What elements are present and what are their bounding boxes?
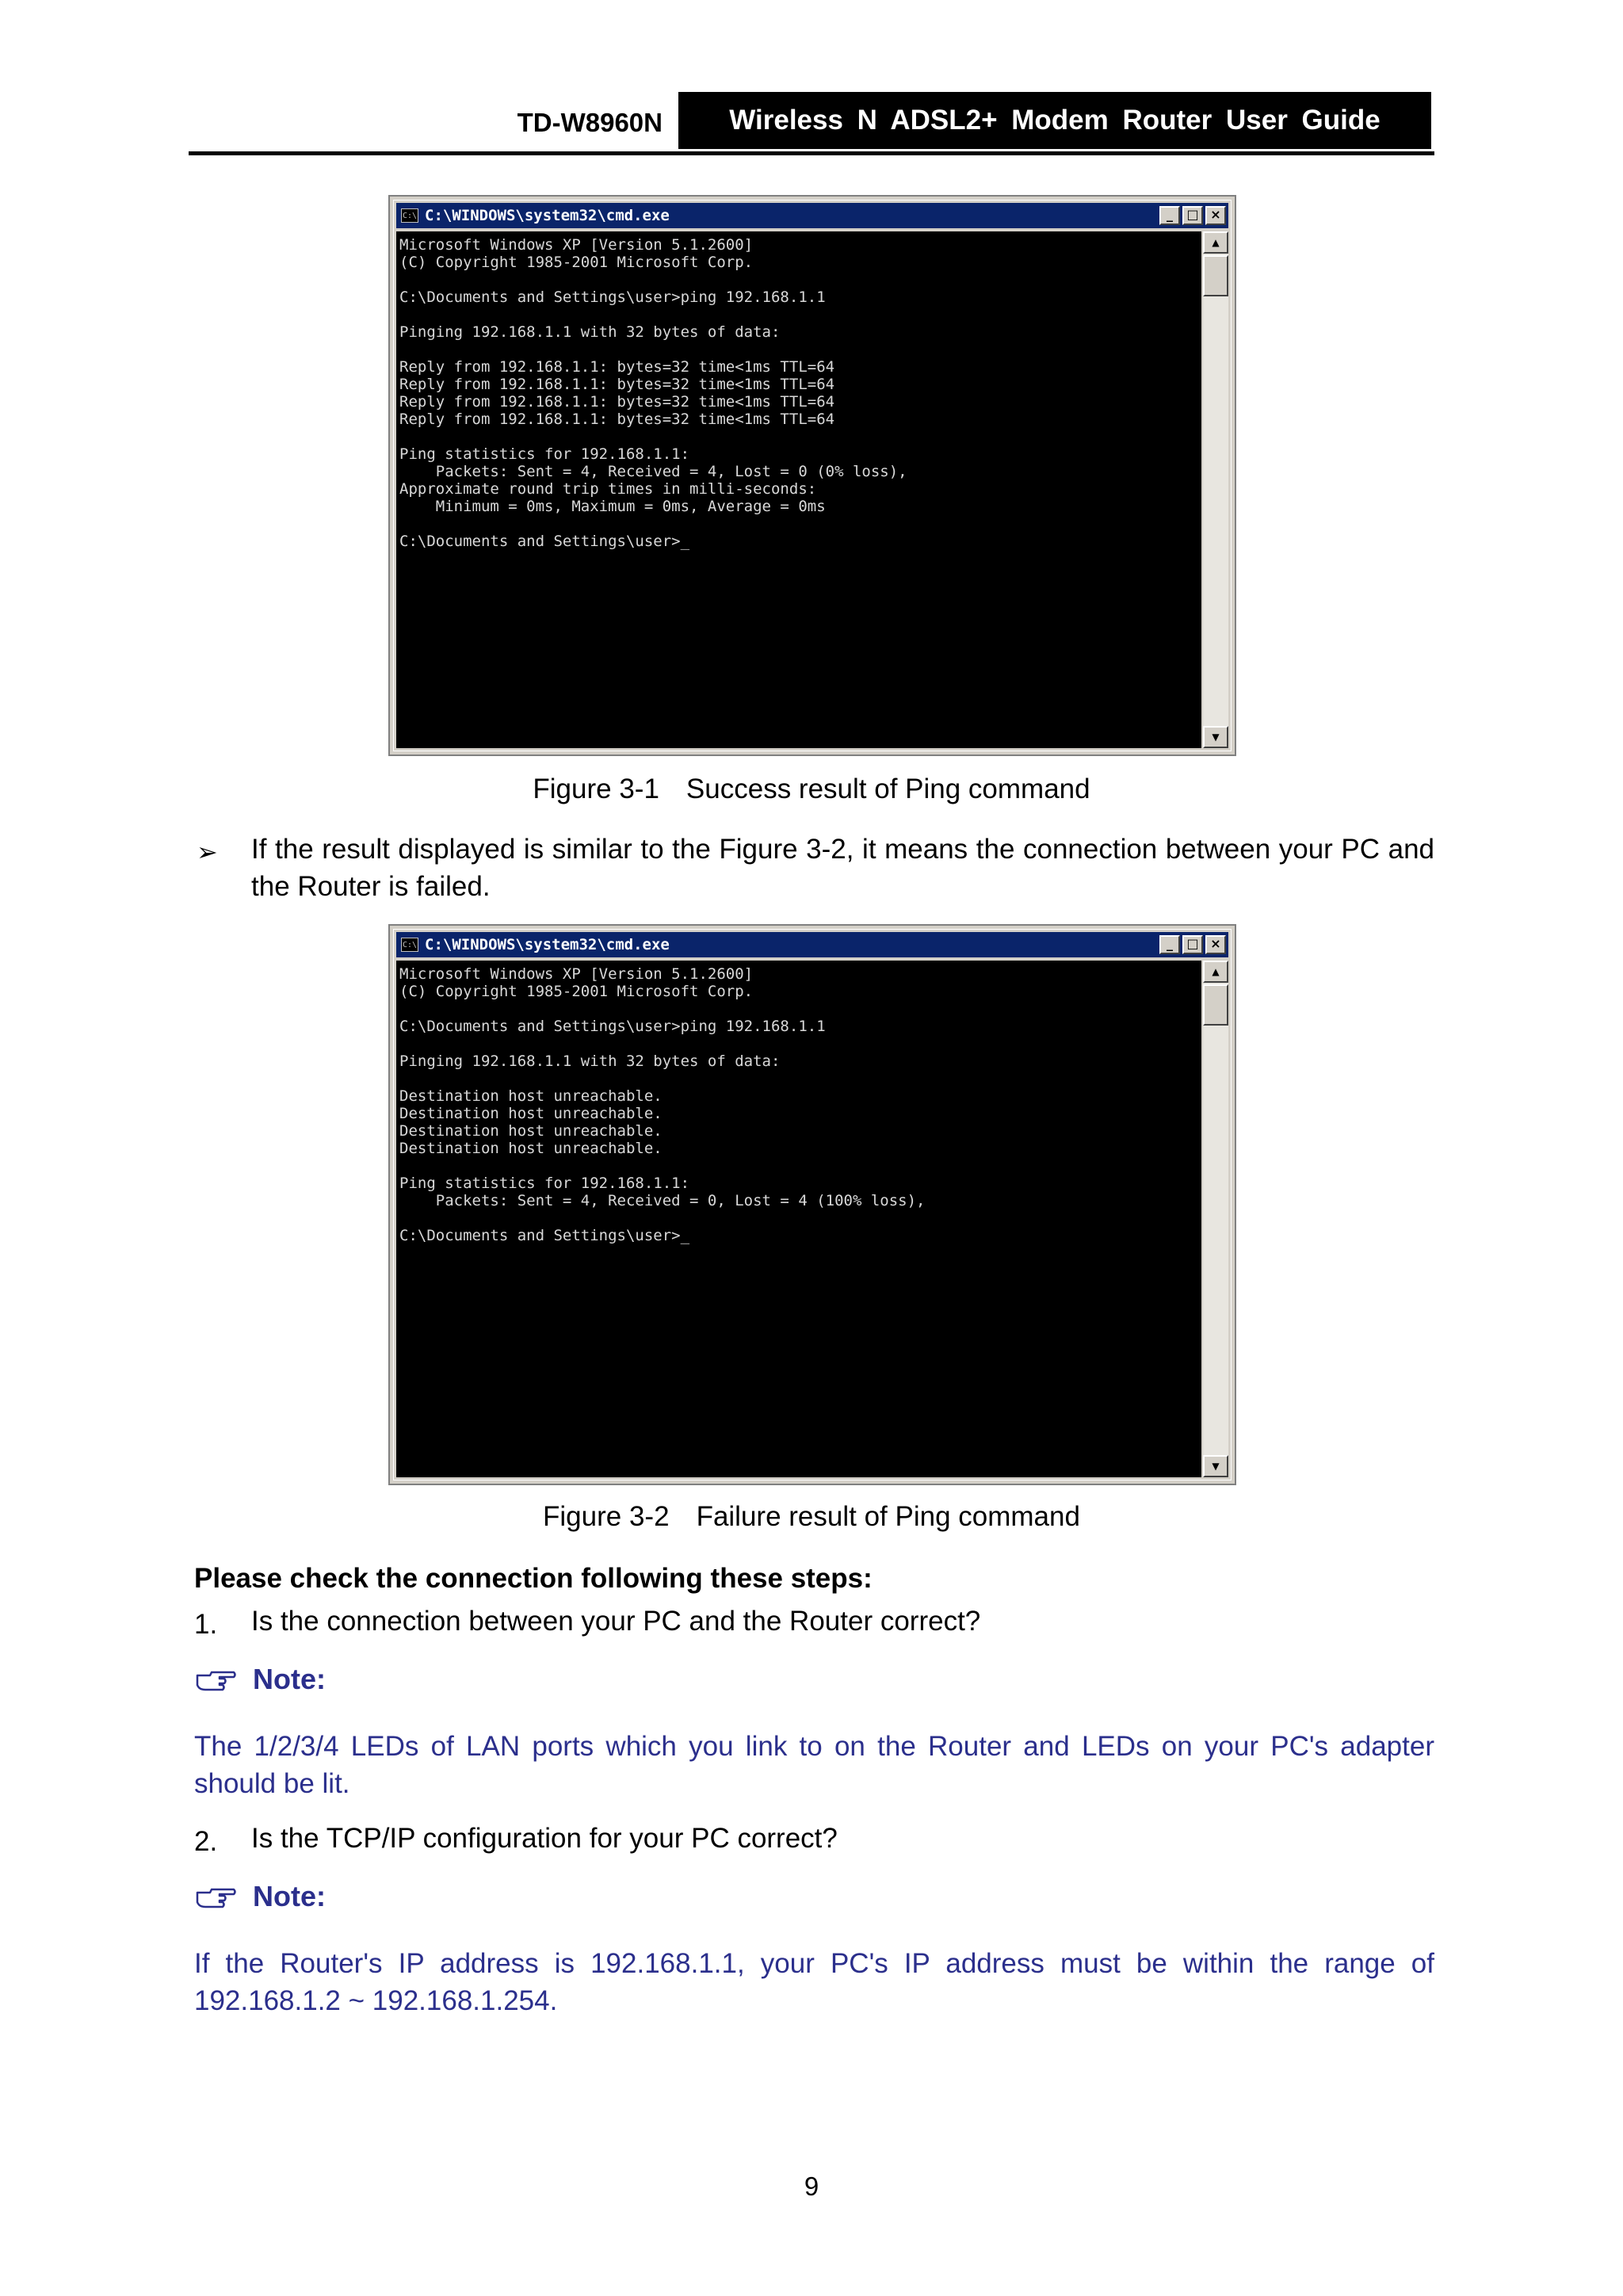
steps-heading: Please check the connection following these steps: bbox=[194, 1563, 873, 1594]
cmd-window-success bbox=[388, 195, 1236, 756]
caption-number: Figure 3-2 bbox=[543, 1501, 670, 1532]
figure-caption-2 bbox=[0, 1501, 1623, 1533]
caption-number: Figure 3-1 bbox=[533, 774, 659, 804]
console-output: Microsoft Windows XP [Version 5.1.2600] (C) Copyright 1985-2001 Microsoft Corp. C:\Documents and Settings\user>ping 192.168.1.1 Pinging 192.168.1.1 with 32 bytes of data: Reply from 192.168.1.1: bytes=32 time<1ms TTL=64 Reply from 192.168.1.1: bytes=32 time<1ms TTL=64 Reply from 192.168.1.1: bytes=32 time<1ms TTL=64 Reply from 192.168.1.1: bytes=32 time<1ms TTL=64 Ping statistics for 192.168.1.1: Packets: Sent = 4, Received = 4, Lost = 0 (0% loss), Approximate round trip times in milli-seconds: Minimum = 0ms, Maximum = 0ms, Average = 0ms C:\Documents and Settings\user>_ bbox=[399, 236, 907, 550]
scroll-up-icon[interactable]: ▲ bbox=[1203, 961, 1228, 983]
header-model: TD-W8960N bbox=[517, 108, 663, 137]
step-number: 2. bbox=[194, 1826, 218, 1857]
close-button[interactable]: × bbox=[1205, 935, 1226, 954]
scroll-up-icon[interactable]: ▲ bbox=[1203, 231, 1228, 254]
note-heading bbox=[194, 1880, 326, 1913]
scroll-thumb[interactable] bbox=[1203, 984, 1228, 1026]
step-text: Is the TCP/IP configuration for your PC correct? bbox=[251, 1823, 838, 1854]
caption-text: Success result of Ping command bbox=[685, 774, 1090, 804]
cmd-titlebar[interactable] bbox=[396, 203, 1228, 228]
header-guide-title: Wireless N ADSL2+ Modem Router User Guide bbox=[678, 92, 1431, 149]
bullet-arrow-icon: ➢ bbox=[197, 838, 218, 866]
vertical-scrollbar[interactable] bbox=[1203, 231, 1228, 748]
note-text: The 1/2/3/4 LEDs of LAN ports which you link to on the Router and LEDs on your PC's adapter should be lit. bbox=[194, 1731, 1434, 1799]
cmd-icon: C:\ bbox=[401, 208, 418, 223]
cmd-titlebar[interactable] bbox=[396, 932, 1228, 957]
cmd-console[interactable] bbox=[396, 961, 1201, 1477]
cmd-window-title: C:\WINDOWS\system32\cmd.exe bbox=[425, 207, 670, 224]
note-text: If the Router's IP address is 192.168.1.1, your PC's IP address must be within the range of 192.168.1.2 ~ 192.168.1.254. bbox=[194, 1948, 1434, 2016]
pointing-hand-icon bbox=[194, 1885, 237, 1908]
maximize-button[interactable]: □ bbox=[1182, 935, 1203, 954]
minimize-button[interactable]: _ bbox=[1159, 206, 1180, 225]
note-heading bbox=[194, 1663, 326, 1696]
step-text: Is the connection between your PC and the Router correct? bbox=[251, 1606, 981, 1637]
caption-text: Failure result of Ping command bbox=[696, 1501, 1080, 1532]
scroll-down-icon[interactable]: ▼ bbox=[1203, 726, 1228, 748]
minimize-button[interactable]: _ bbox=[1159, 935, 1180, 954]
note-label: Note: bbox=[253, 1880, 326, 1912]
cmd-console[interactable] bbox=[396, 231, 1201, 748]
vertical-scrollbar[interactable] bbox=[1203, 961, 1228, 1477]
scroll-thumb[interactable] bbox=[1203, 255, 1228, 296]
header-rule bbox=[189, 151, 1434, 155]
cmd-icon: C:\ bbox=[401, 938, 418, 952]
console-output: Microsoft Windows XP [Version 5.1.2600] (C) Copyright 1985-2001 Microsoft Corp. C:\Documents and Settings\user>ping 192.168.1.1 Pinging 192.168.1.1 with 32 bytes of data: Destination host unreachable. Destination host unreachable. Destination host unreachable. Destination host unreachable. Ping statistics for 192.168.1.1: Packets: Sent = 4, Received = 0, Lost = 4 (100% loss), C:\Documents and Settings\user>_ bbox=[399, 965, 926, 1244]
cmd-window-failure bbox=[388, 924, 1236, 1485]
cmd-window-title: C:\WINDOWS\system32\cmd.exe bbox=[425, 936, 670, 953]
maximize-button[interactable]: □ bbox=[1182, 206, 1203, 225]
close-button[interactable]: × bbox=[1205, 206, 1226, 225]
scroll-down-icon[interactable]: ▼ bbox=[1203, 1455, 1228, 1477]
bullet-paragraph: If the result displayed is similar to the Figure 3-2, it means the connection between your PC and the Router is failed. bbox=[251, 834, 1434, 902]
pointing-hand-icon bbox=[194, 1668, 237, 1691]
figure-caption-1 bbox=[0, 774, 1623, 805]
step-number: 1. bbox=[194, 1609, 218, 1640]
note-label: Note: bbox=[253, 1663, 326, 1695]
page-number: 9 bbox=[804, 2172, 819, 2201]
